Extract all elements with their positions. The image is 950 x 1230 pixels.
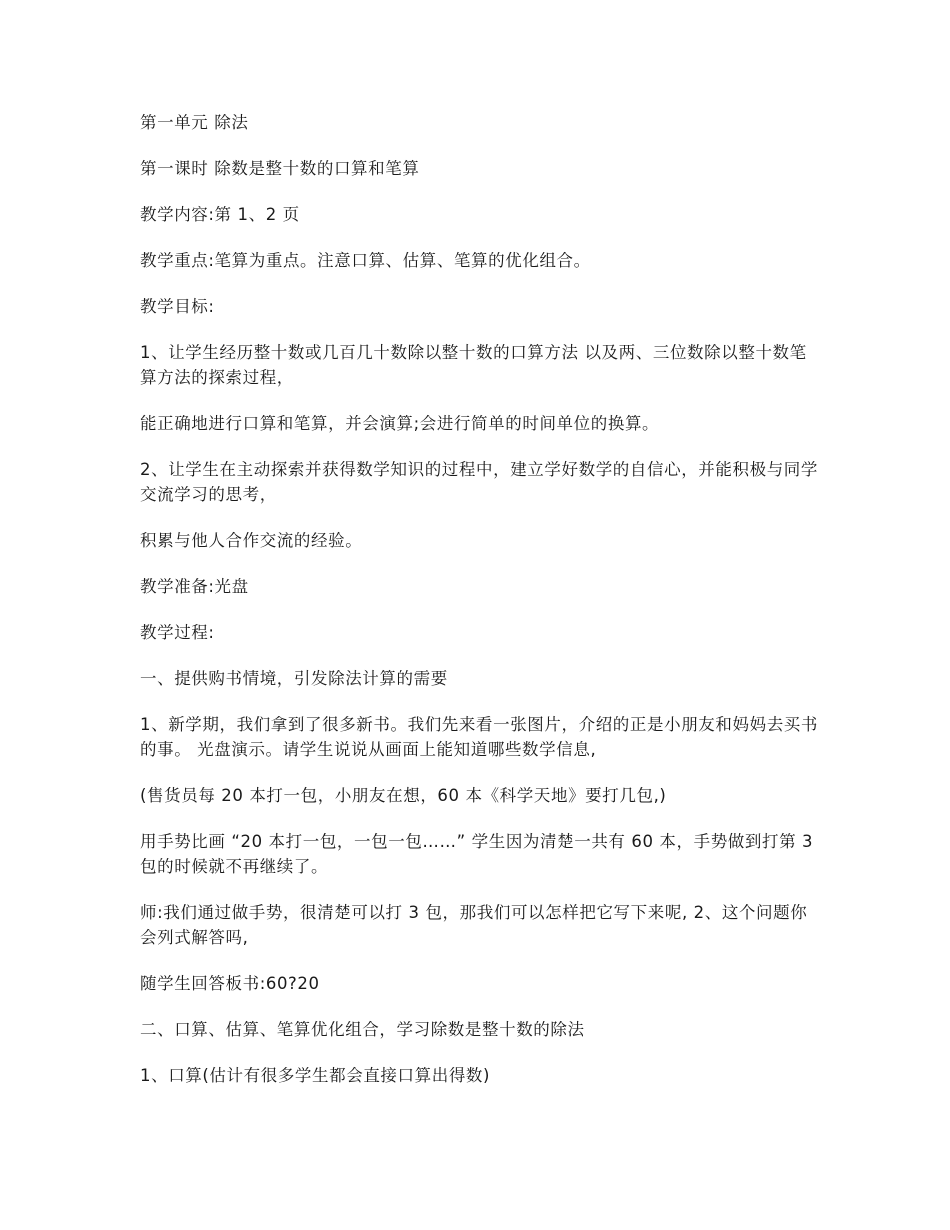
document-page: [140, 110, 820, 1109]
section-2-step-1: 1、口算(估计有很多学生都会直接口算出得数): [140, 1066, 491, 1085]
section-1-board: 随学生回答板书:60?20: [140, 974, 320, 993]
section-1-heading: 一、提供购书情境，引发除法计算的需要: [140, 669, 448, 688]
unit-title: 第一单元 除法: [140, 113, 249, 132]
goal-1: 1、让学生经历整十数或几百几十数除以整十数的口算方法 以及两、三位数除以整十数笔算方法的探索过程，: [140, 343, 807, 387]
section-1-gesture: 用手势比画 “20 本打一包，一包一包……” 学生因为清楚一共有 60 本，手势做到打第 3 包的时候就不再继续了。: [140, 832, 814, 876]
section-1-info: (售货员每 20 本打一包，小朋友在想，60 本《科学天地》要打几包,): [140, 786, 667, 805]
section-2-heading: 二、口算、估算、笔算优化组合，学习除数是整十数的除法: [140, 1020, 585, 1039]
goal-2-continued: 积累与他人合作交流的经验。: [140, 531, 363, 550]
section-1-step-1: 1、新学期，我们拿到了很多新书。我们先来看一张图片，介绍的正是小朋友和妈妈去买书的事。 光盘演示。请学生说说从画面上能知道哪些数学信息,: [140, 715, 818, 759]
teaching-process-heading: 教学过程:: [140, 623, 215, 642]
teaching-content: 教学内容:第 1、2 页: [140, 205, 300, 224]
goal-1-continued: 能正确地进行口算和笔算，并会演算;会进行简单的时间单位的换算。: [140, 414, 660, 433]
lesson-title: 第一课时 除数是整十数的口算和笔算: [140, 159, 420, 178]
goal-2: 2、让学生在主动探索并获得数学知识的过程中，建立学好数学的自信心，并能积极与同学交流学习的思考，: [140, 460, 818, 504]
teaching-goals-heading: 教学目标:: [140, 297, 215, 316]
teaching-preparation: 教学准备:光盘: [140, 577, 249, 596]
teaching-focus: 教学重点:笔算为重点。注意口算、估算、笔算的优化组合。: [140, 251, 591, 270]
section-1-teacher: 师:我们通过做手势，很清楚可以打 3 包，那我们可以怎样把它写下来呢, 2、这个问题你会列式解答吗,: [140, 903, 808, 947]
